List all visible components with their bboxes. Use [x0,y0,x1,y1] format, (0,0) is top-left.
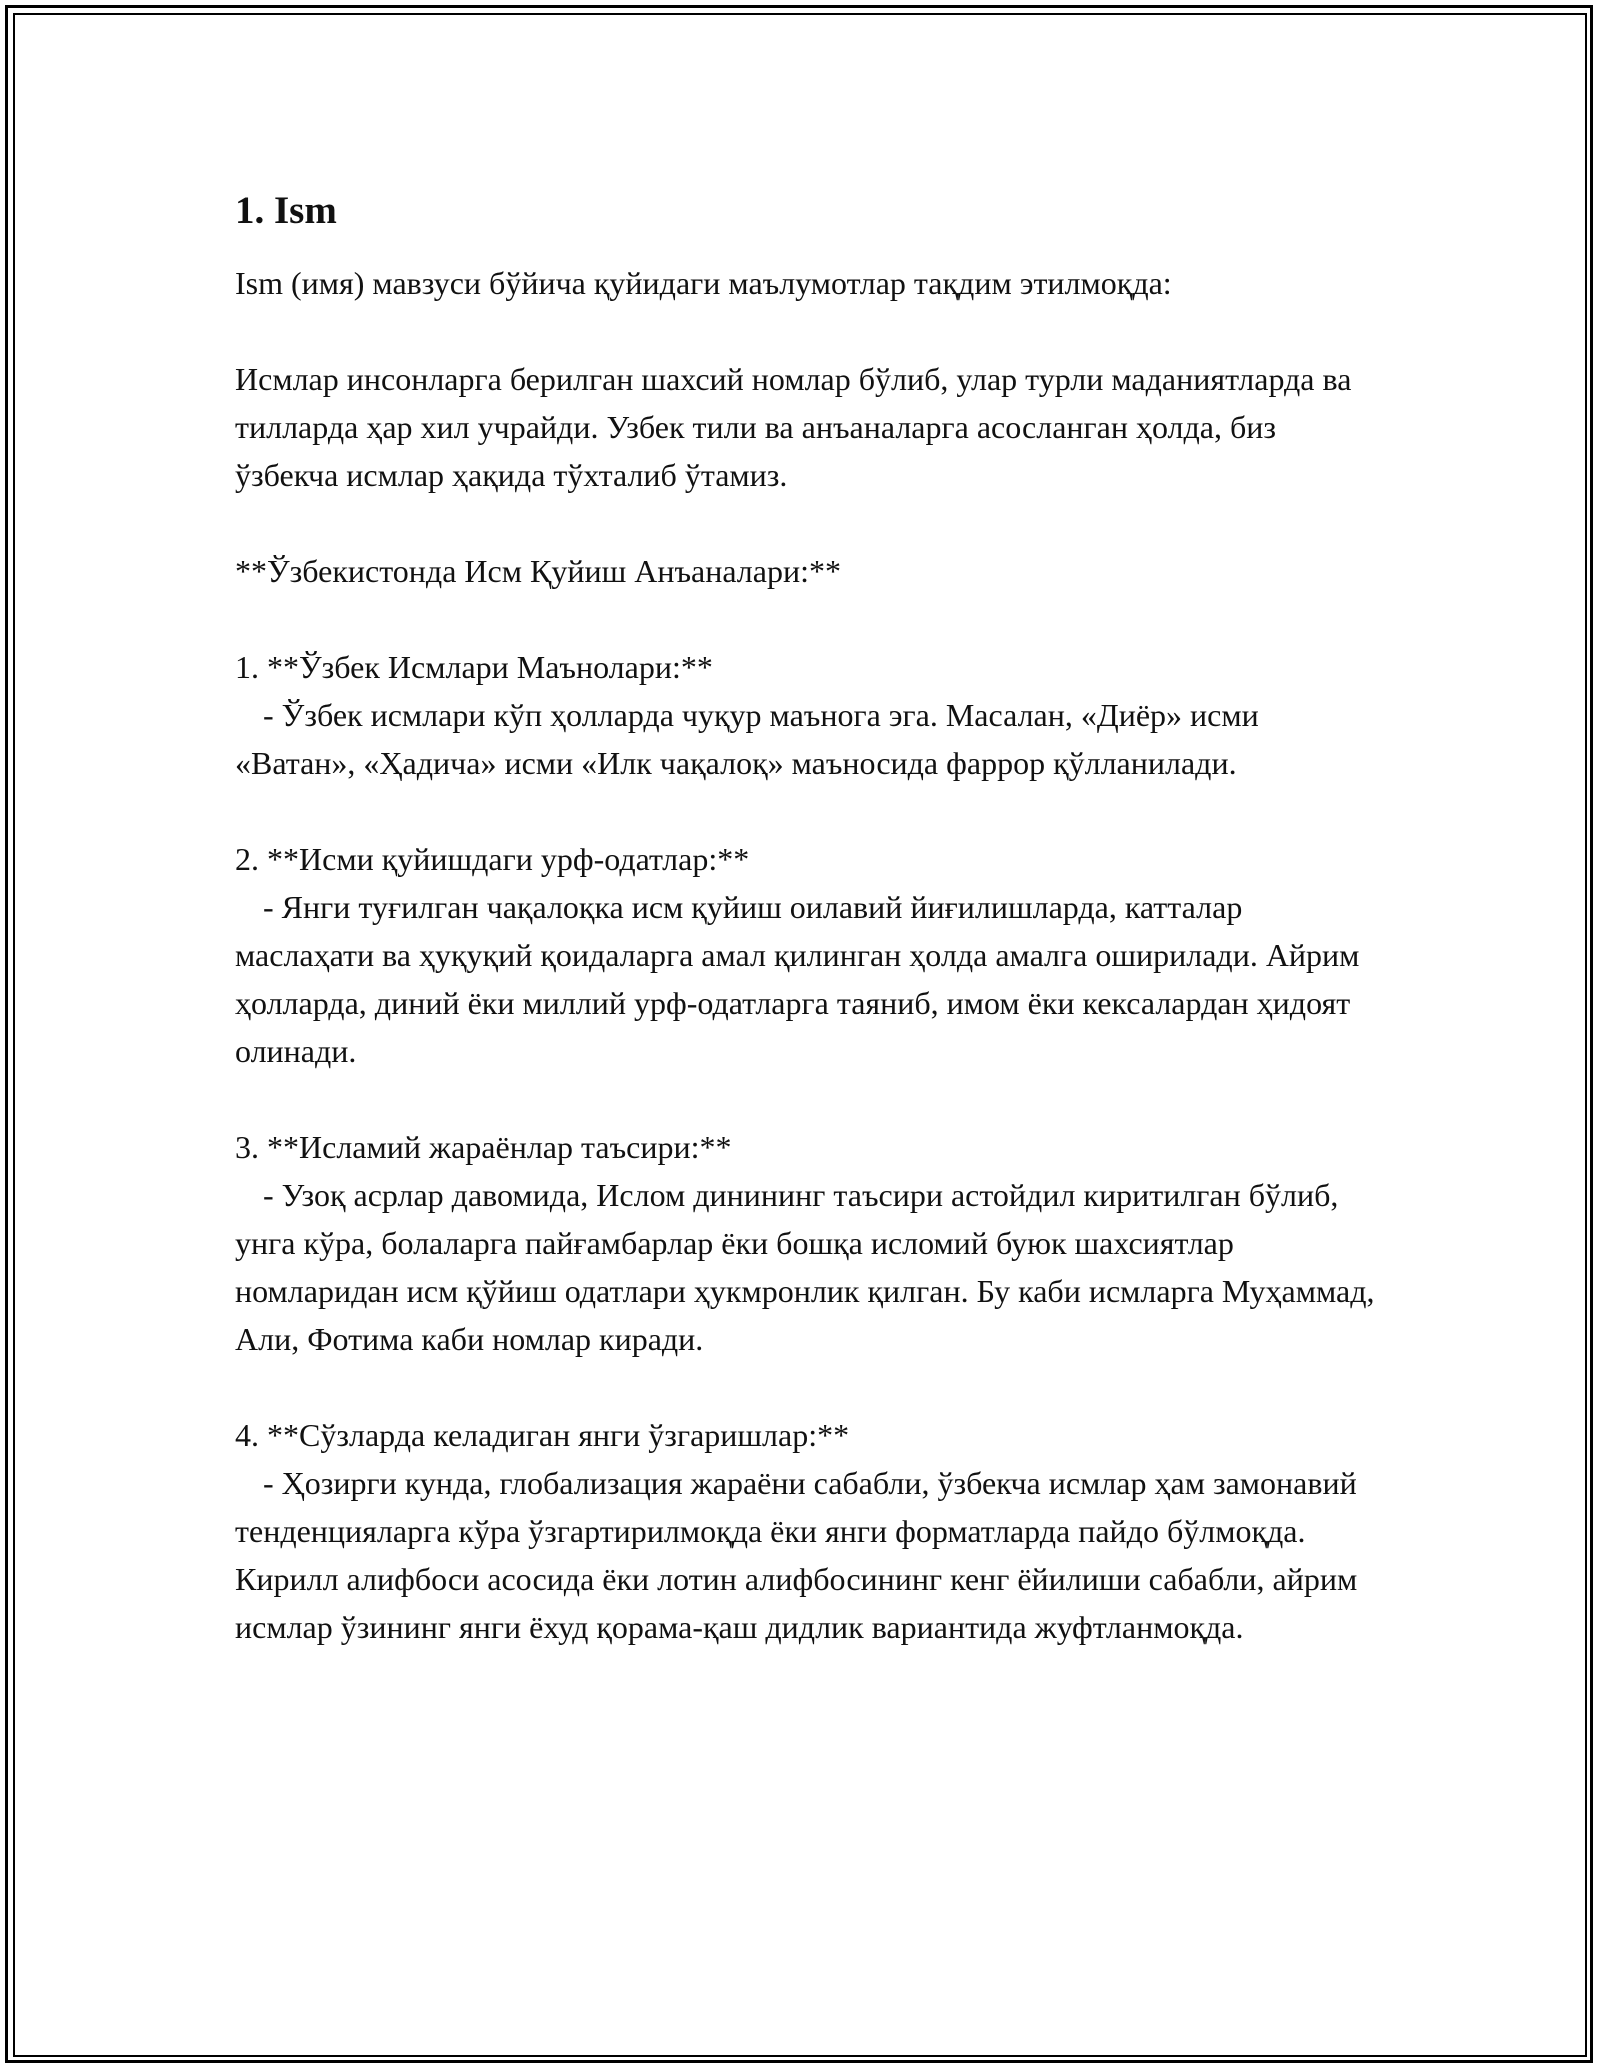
list-item-body: - Ўзбек исмлари кўп ҳолларда чуқур маънога эга. Масалан, «Диёр» исми «Ватан», «Ҳадича» исми «Илк чақалоқ» маъносида фаррор қўлланилади. [235,697,1259,781]
list-item [235,1411,1385,1651]
list-item-body: - Ҳозирги кунда, глобализация жараёни сабабли, ўзбекча исмлар ҳам замонавий тенденцияларга кўра ўзгартирилмоқда ёки янги форматларда пайдо бўлмоқда. Кирилл алифбоси асосида ёки лотин алифбосининг кенг ёйилиши сабабли, айрим исмлар ўзининг янги ёхуд қорама-қаш дидлик вариантида жуфтланмоқда. [235,1465,1358,1645]
names-overview-paragraph: Исмлар инсонларга берилган шахсий номлар бўлиб, улар турли маданиятларда ва тилларда ҳар хил учрайди. Узбек тили ва анъаналарга асосланган ҳолда, биз ўзбекча исмлар ҳақида тўхталиб ўтамиз. [235,361,1352,493]
document-heading: 1. Ism [235,189,337,232]
list-item-title: 3. **Исламий жараёнлар таъсири:** [235,1129,732,1165]
section-title: **Ўзбекистонда Исм Қуйиш Анъаналари:** [235,553,841,589]
list-item [235,643,1385,787]
document-body [235,185,1385,1699]
intro-paragraph: Ism (имя) мавзуси бўйича қуйидаги маълумотлар тақдим этилмоқда: [235,265,1172,301]
list-item [235,1123,1385,1363]
list-item-body: - Янги туғилган чақалоқка исм қуйиш оилавий йиғилишларда, катталар маслаҳати ва ҳуқуқий қоидаларга амал қилинган ҳолда амалга оширилади. Айрим ҳолларда, диний ёки миллий урф-одатларга таяниб, имом ёки кексалардан ҳидоят олинади. [235,889,1360,1069]
list-item-title: 2. **Исми қуйишдаги урф-одатлар:** [235,841,750,877]
list-item-title: 4. **Сўзларда келадиган янги ўзгаришлар:** [235,1417,850,1453]
list-item-title: 1. **Ўзбек Исмлари Маънолари:** [235,649,713,685]
list-item-body: - Узоқ асрлар давомида, Ислом динининг таъсири астойдил киритилган бўлиб, унга кўра, болаларга пайғамбарлар ёки бошқа исломий буюк шахсиятлар номларидан исм қўйиш одатлари ҳукмронлик қилган. Бу каби исмларга Муҳаммад, Али, Фотима каби номлар киради. [235,1177,1375,1357]
list-item [235,835,1385,1075]
